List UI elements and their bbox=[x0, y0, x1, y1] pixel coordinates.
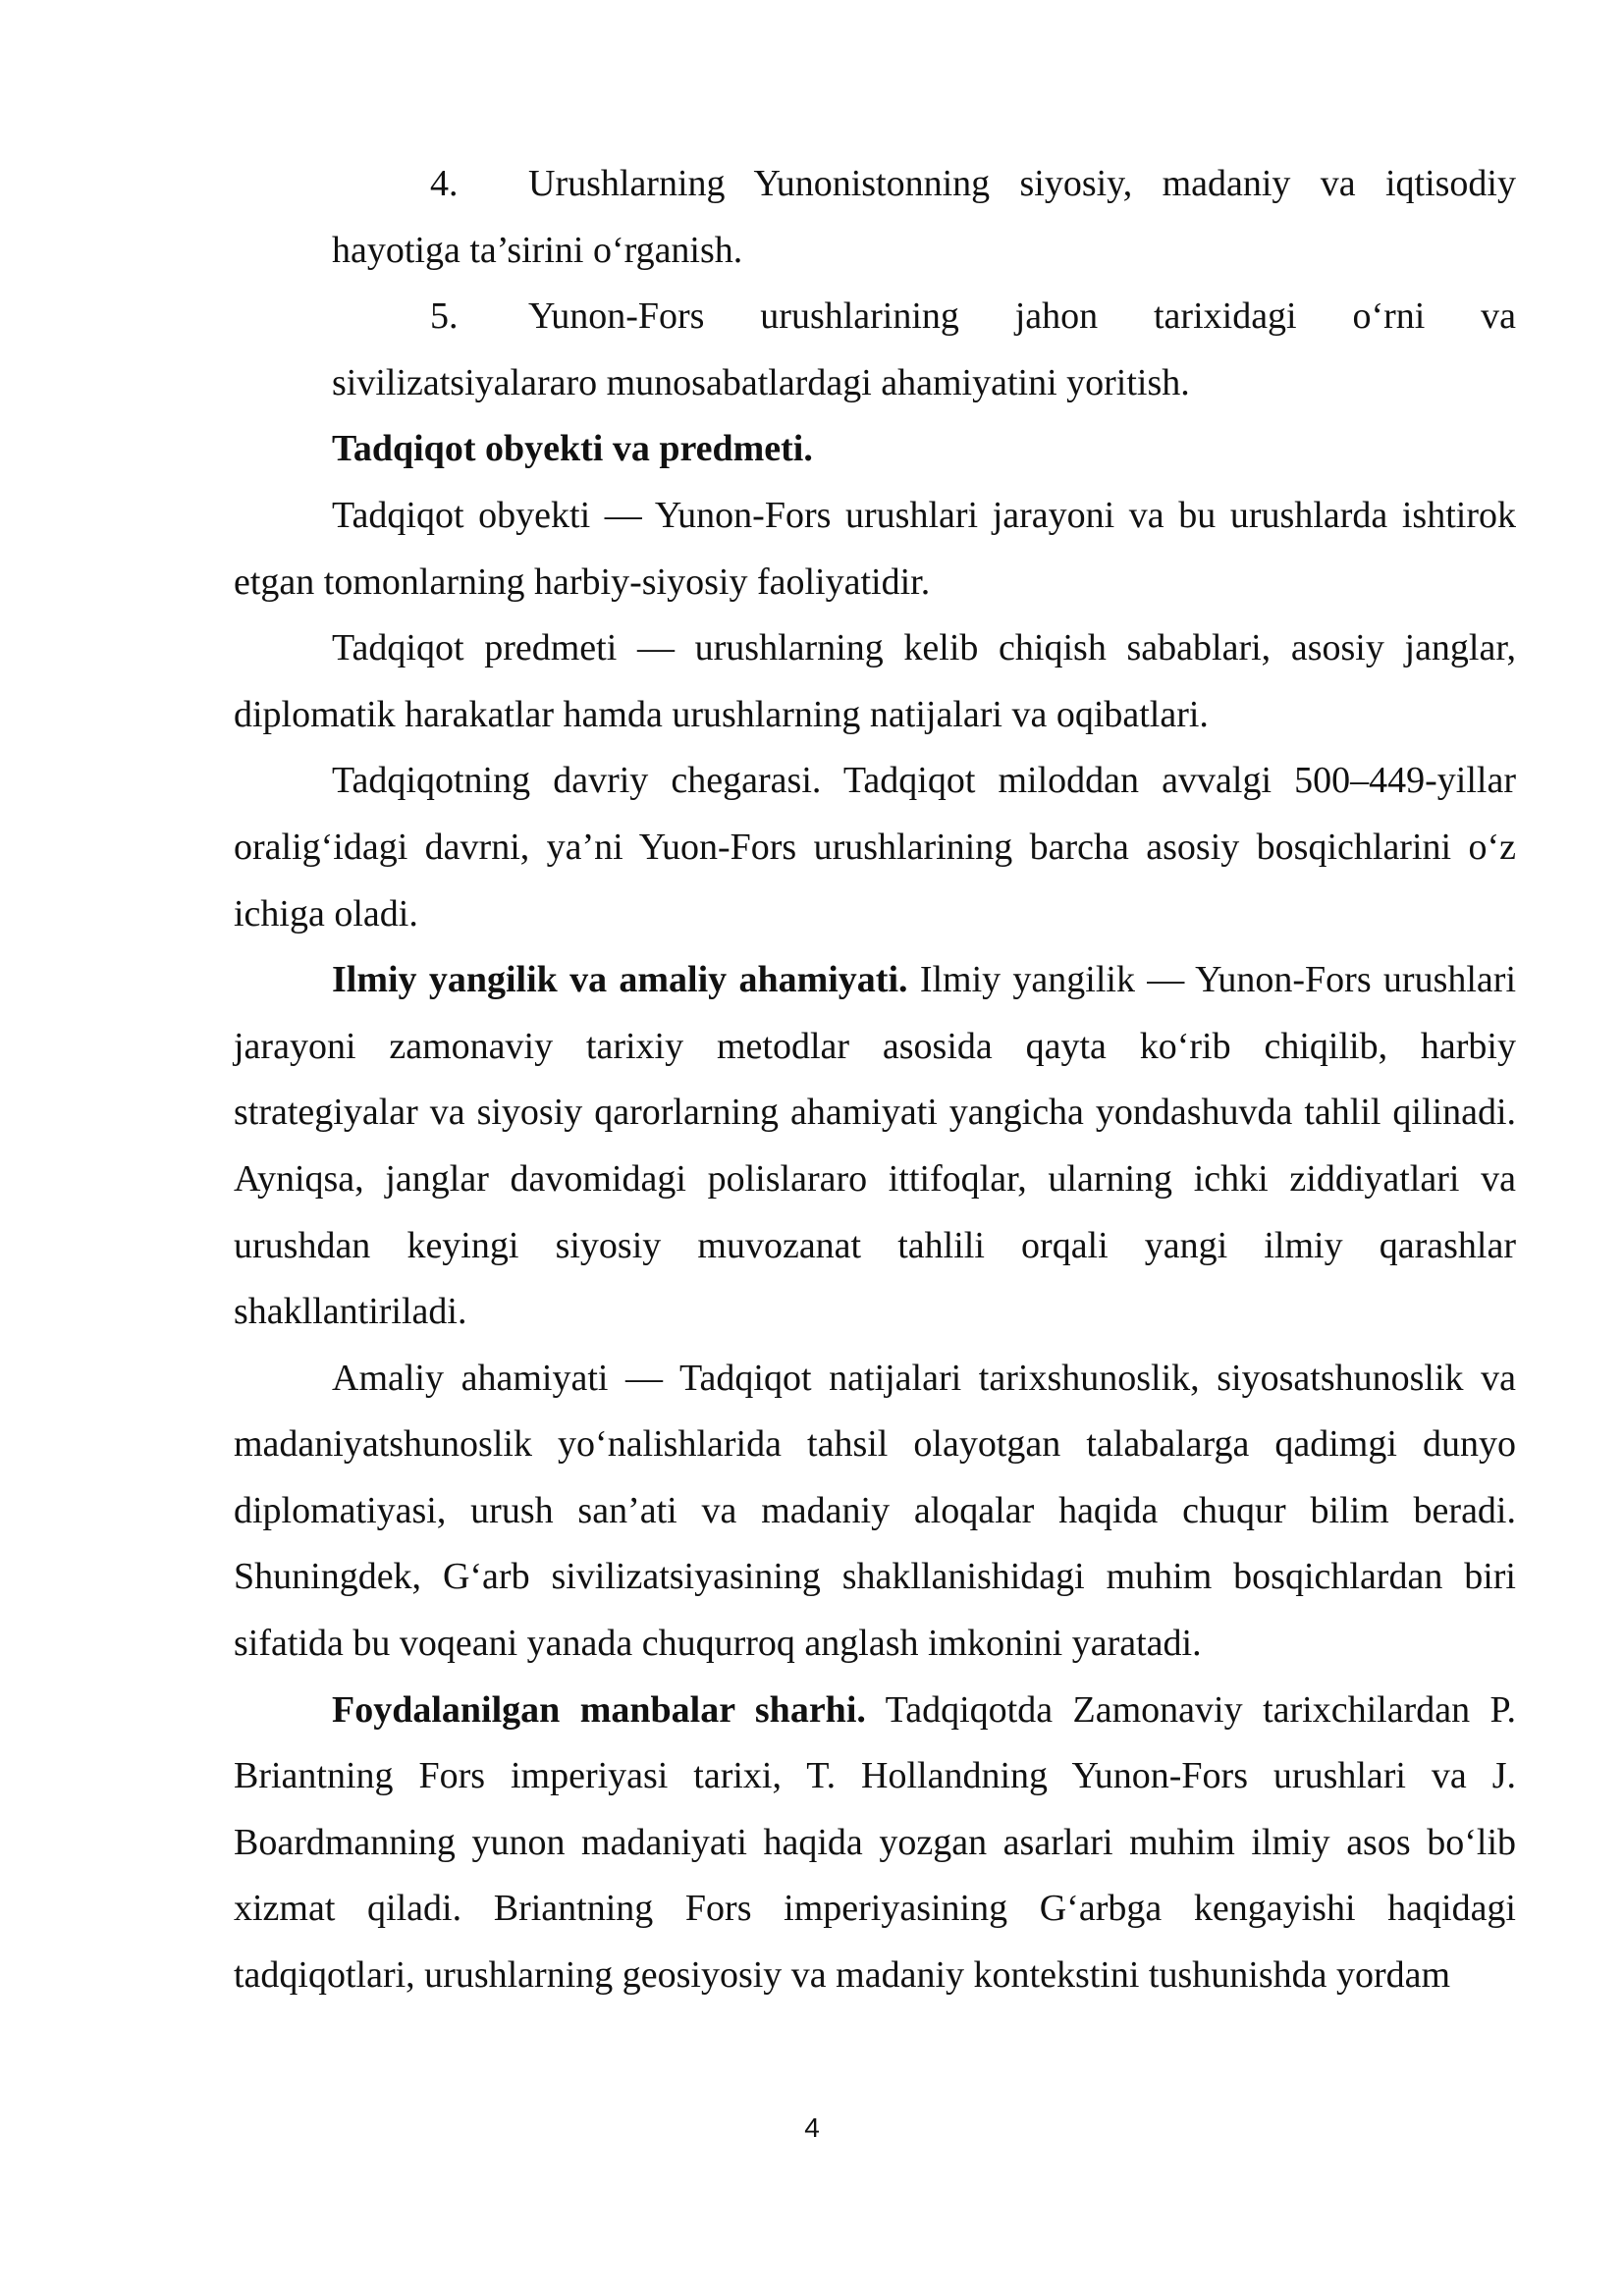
paragraph-yangilik bbox=[234, 947, 1516, 1346]
paragraph-amaliy: Amaliy ahamiyati — Tadqiqot natijalari tarixshunoslik, siyosatshunoslik va madaniyatshunoslik yo‘nalishlarida tahsil olayotgan talabalarga qadimgi dunyo diplomatiyasi, urush san’ati va madaniy aloqalar haqida chuqur bilim beradi. Shuningdek, G‘arb sivilizatsiyasining shakllanishidagi muhim bosqichlardan biri sifatida bu voqeani yanada chuqurroq anglash imkonini yaratadi. bbox=[234, 1357, 1516, 1665]
paragraph-text: Ilmiy yangilik — Yunon-Fors urushlari jarayoni zamonaviy tarixiy metodlar asosida qayta ko‘rib chiqilib, harbiy strategiyalar va siyosiy qarorlarning ahamiyati yangicha yondashuvda tahlil qilinadi. Ayniqsa, janglar davomidagi polislararo ittifoqlar, ularning ichki ziddiyatlari va urushdan keyingi siyosiy muvozanat tahlili orqali yangi ilmiy qarashlar shakllantiriladi. bbox=[234, 959, 1516, 1333]
paragraph-lead-bold: Ilmiy yangilik va amaliy ahamiyati. bbox=[332, 959, 908, 1001]
paragraph-text: Tadqiqotda Zamonaviy tarixchilardan P. Briantning Fors imperiyasi tarixi, T. Hollandning Yunon-Fors urushlari va J. Boardmanning yunon madaniyati haqida yozgan asarlari muhim ilmiy asos bo‘lib xizmat qiladi. Briantning Fors imperiyasining G‘arbga kengayishi haqidagi tadqiqotlari, urushlarning geosiyosiy va madaniy kontekstini tushunishda yordam bbox=[234, 1688, 1516, 1997]
list-number: 4. bbox=[430, 163, 459, 204]
page-body bbox=[234, 151, 1516, 2009]
paragraph-davr: Tadqiqotning davriy chegarasi. Tadqiqot miloddan avvalgi 500–449-yillar oralig‘idagi davrni, ya’ni Yuon-Fors urushlarining barcha asosiy bosqichlarini o‘z ichiga oladi. bbox=[234, 760, 1516, 934]
list-item bbox=[234, 151, 1516, 284]
paragraph-lead-bold: Foydalanilgan manbalar sharhi. bbox=[332, 1688, 866, 1731]
list-text: Urushlarning Yunonistonning siyosiy, madaniy va iqtisodiy hayotiga ta’sirini o‘rganish. bbox=[332, 163, 1516, 271]
list-number: 5. bbox=[430, 295, 459, 338]
page-number: 4 bbox=[804, 2112, 820, 2143]
paragraph-manbalar bbox=[234, 1678, 1516, 2009]
list-text: Yunon-Fors urushlarining jahon tarixidagi o‘rni va sivilizatsiyalararo munosabatlardagi ahamiyatini yoritish. bbox=[332, 295, 1516, 403]
list-item bbox=[234, 284, 1516, 416]
paragraph-predmet: Tadqiqot predmeti — urushlarning kelib chiqish sabablari, asosiy janglar, diplomatik harakatlar hamda urushlarning natijalari va oqibatlari. bbox=[234, 627, 1516, 735]
paragraph-obyekt: Tadqiqot obyekti — Yunon-Fors urushlari jarayoni va bu urushlarda ishtirok etgan tomonlarning harbiy-siyosiy faoliyatidir. bbox=[234, 494, 1516, 603]
section-heading: Tadqiqot obyekti va predmeti. bbox=[332, 428, 813, 470]
